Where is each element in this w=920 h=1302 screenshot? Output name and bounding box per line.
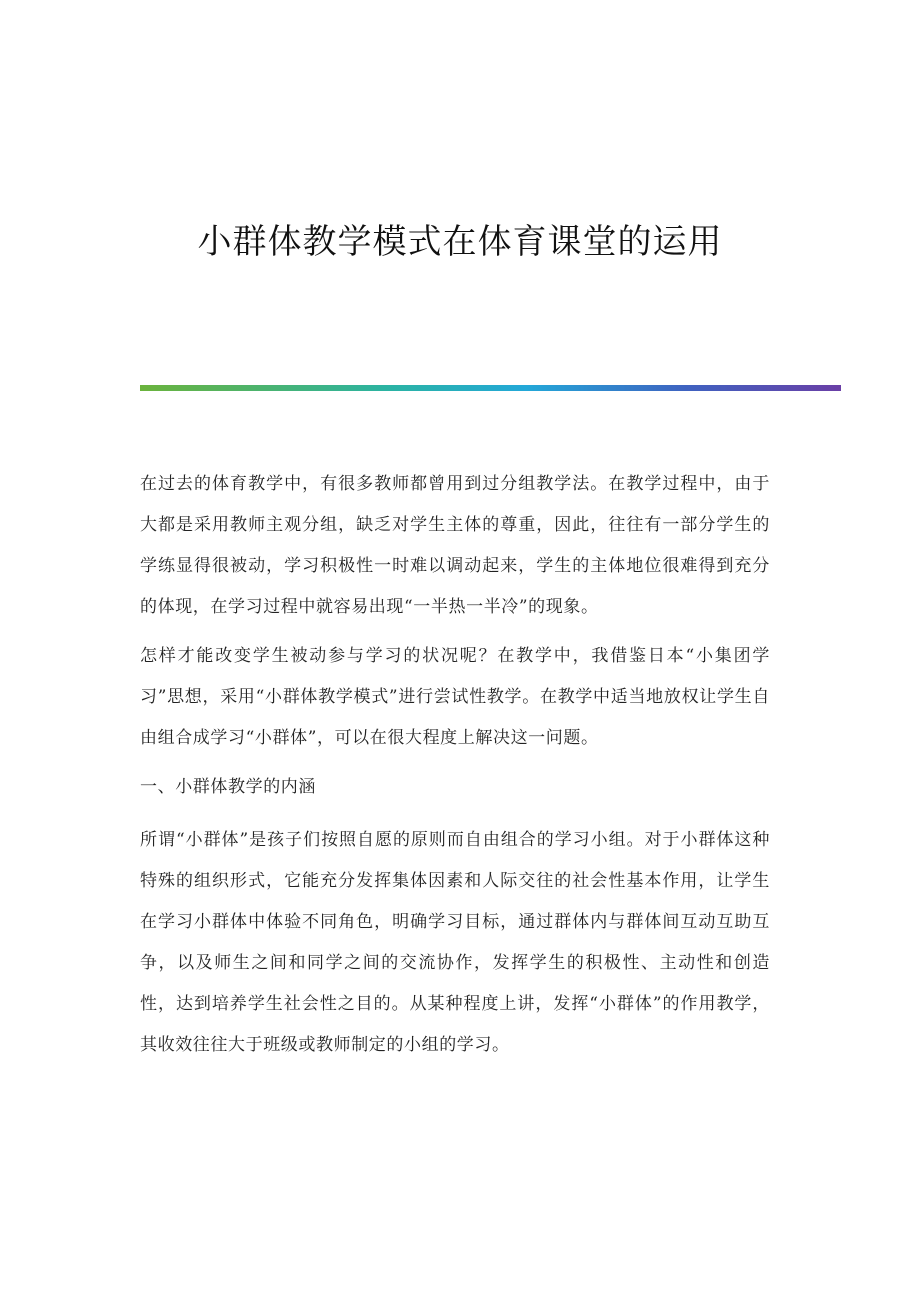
section-heading: 一、小群体教学的内涵 [140,777,316,797]
paragraph-intro: 在过去的体育教学中，有很多教师都曾用到过分组教学法。在教学过程中，由于大都是采用教师主观分组，缺乏对学生主体的尊重，因此，往往有一部分学生的学练显得很被动，学习积极性一时难以调动起来，学生的主体地位很难得到充分的体现，在学习过程中就容易出现“一半热一半冷”的现象。 [140,474,770,617]
document-body [140,464,770,1074]
paragraph-question: 怎样才能改变学生被动参与学习的状况呢？在教学中，我借鉴日本“小集团学习”思想，采用“小群体教学模式”进行尝试性教学。在教学中适当地放权让学生自由组合成学习“小群体”，可以在很大程度上解决这一问题。 [140,646,770,748]
page-title: 小群体教学模式在体育课堂的运用 [197,222,723,262]
title-divider [140,385,841,391]
paragraph-definition: 所谓“小群体”是孩子们按照自愿的原则而自由组合的学习小组。对于小群体这种特殊的组织形式，它能充分发挥集体因素和人际交往的社会性基本作用，让学生在学习小群体中体验不同角色，明确学习目标，通过群体内与群体间互动互助互争，以及师生之间和同学之间的交流协作，发挥学生的积极性、主动性和创造性，达到培养学生社会性之目的。从某种程度上讲，发挥“小群体”的作用教学，其收效往往大于班级或教师制定的小组的学习。 [140,830,770,1055]
